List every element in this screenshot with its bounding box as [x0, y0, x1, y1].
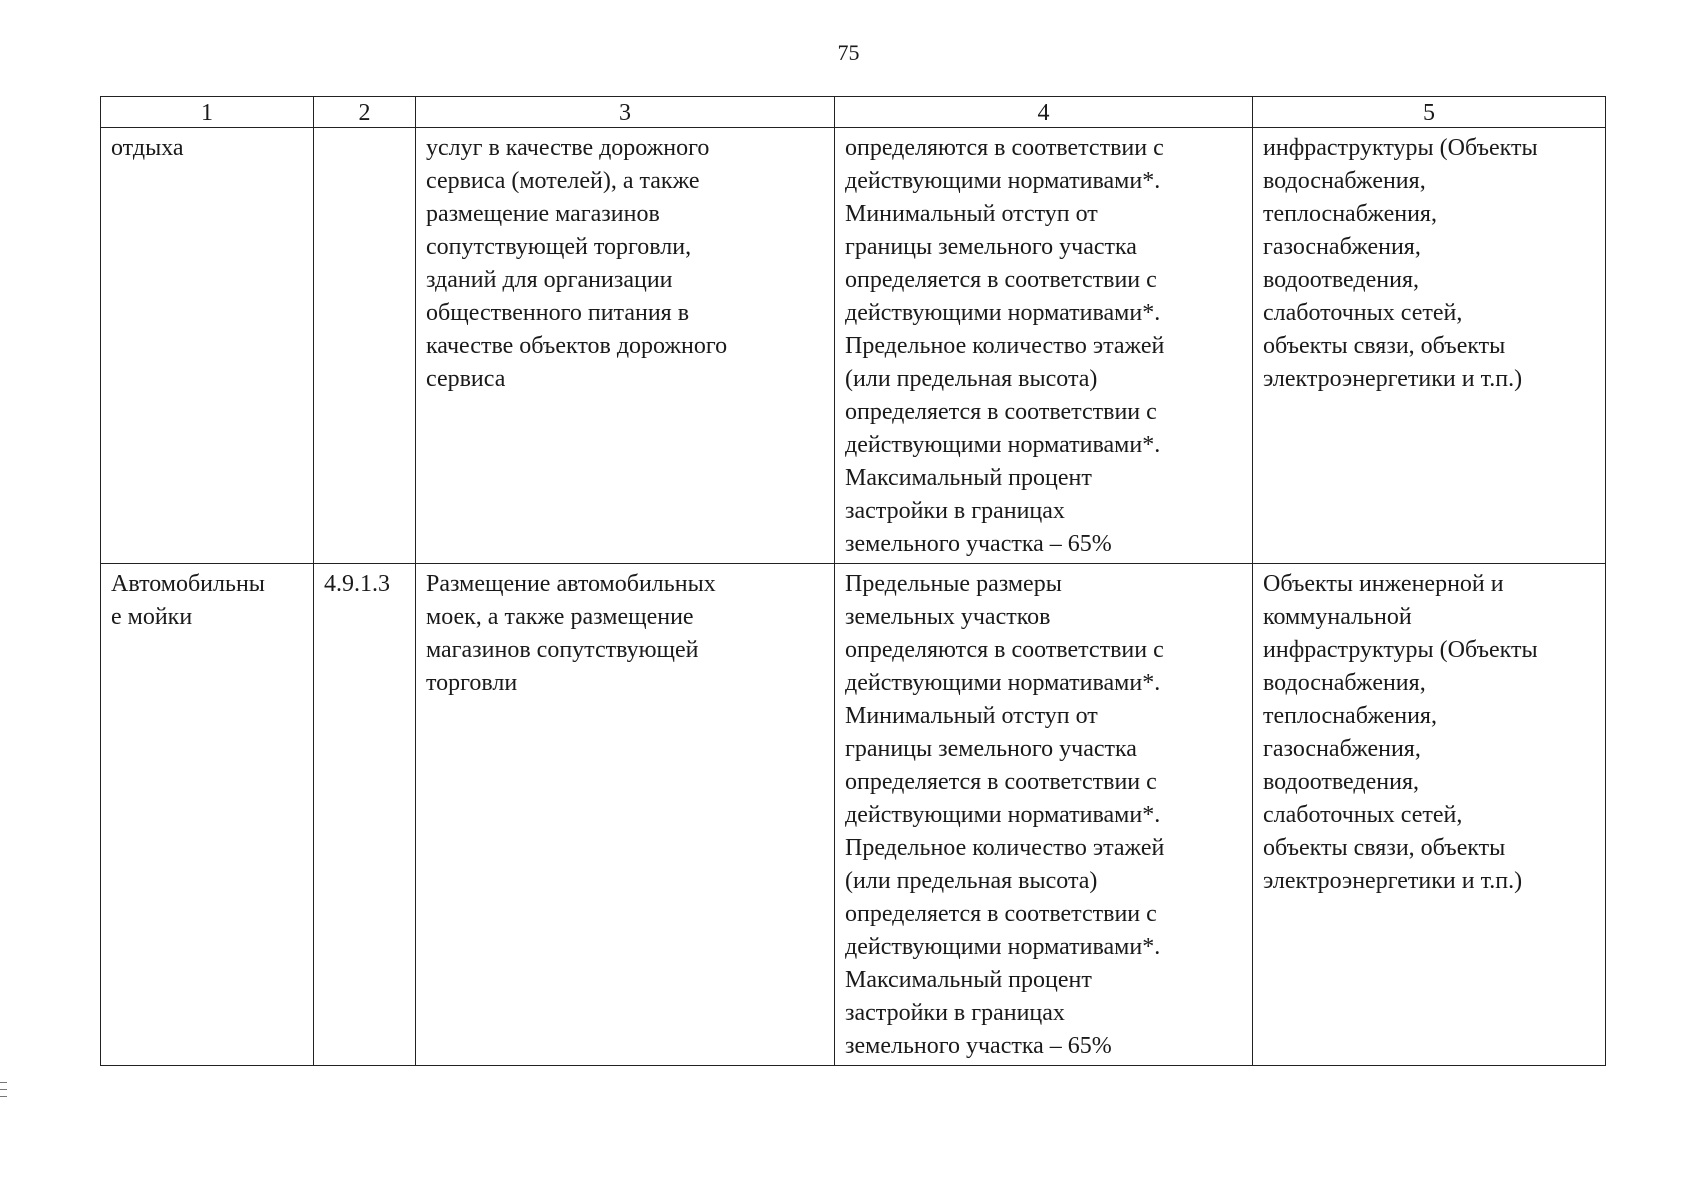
land-use-name-cell — [101, 128, 314, 564]
cell-text-line: водоснабжения, — [1263, 168, 1426, 194]
cell-text-line: действующими нормативами*. — [845, 802, 1161, 828]
column-header: 4 — [835, 97, 1253, 128]
cell-text-line: Объекты инженерной и — [1263, 571, 1504, 597]
cell-text-line: инфраструктуры (Объекты — [1263, 135, 1538, 161]
cell-text-line: электроэнергетики и т.п.) — [1263, 868, 1523, 894]
cell-text-line: сервиса (мотелей), а также — [426, 168, 700, 194]
cell-text-line: действующими нормативами*. — [845, 432, 1161, 458]
cell-text-line: коммунальной — [1263, 604, 1412, 630]
land-use-code-cell — [314, 128, 416, 564]
cell-text-line: объекты связи, объекты — [1263, 835, 1506, 861]
cell-text-line: Предельные размеры — [845, 571, 1062, 597]
land-use-code-cell: 4.9.1.3 — [314, 564, 416, 1066]
cell-text-line: торговли — [426, 670, 518, 696]
cell-text-line: Минимальный отступ от — [845, 201, 1098, 227]
cell-text-line: действующими нормативами*. — [845, 168, 1161, 194]
column-header: 5 — [1253, 97, 1606, 128]
cell-text-line: Предельное количество этажей — [845, 835, 1165, 861]
cell-text-line: размещение магазинов — [426, 201, 660, 227]
column-header: 3 — [416, 97, 835, 128]
cell-text-line: зданий для организации — [426, 267, 673, 293]
cell-text-line: определяется в соответствии с — [845, 901, 1157, 927]
parameters-cell — [835, 564, 1253, 1066]
cell-text-line: моек, а также размещение — [426, 604, 694, 630]
cell-text-line: е мойки — [111, 604, 193, 630]
column-header: 2 — [314, 97, 416, 128]
cell-text-line: слаботочных сетей, — [1263, 300, 1463, 326]
cell-text-line: (или предельная высота) — [845, 366, 1098, 392]
cell-text-line: Размещение автомобильных — [426, 571, 716, 597]
cell-text-line: услуг в качестве дорожного — [426, 135, 710, 161]
cell-text-line: определяются в соответствии с — [845, 637, 1164, 663]
cell-text-line: качестве объектов дорожного — [426, 333, 728, 359]
cell-text-line: Предельное количество этажей — [845, 333, 1165, 359]
cell-text-line: Автомобильны — [111, 571, 265, 597]
table-header-row — [101, 97, 1606, 128]
cell-text-line: Минимальный отступ от — [845, 703, 1098, 729]
cell-text-line: (или предельная высота) — [845, 868, 1098, 894]
parameters-cell — [835, 128, 1253, 564]
cell-text-line: газоснабжения, — [1263, 234, 1421, 260]
cell-text-line: земельного участка – 65% — [845, 1033, 1112, 1059]
cell-text-line: земельных участков — [845, 604, 1051, 630]
land-use-table — [100, 96, 1606, 1066]
cell-text-line: границы земельного участка — [845, 234, 1137, 260]
land-use-name-cell — [101, 564, 314, 1066]
cell-text-line: теплоснабжения, — [1263, 703, 1437, 729]
cell-text-line: земельного участка – 65% — [845, 531, 1112, 557]
land-use-description-cell — [416, 564, 835, 1066]
cell-text-line: магазинов сопутствующей — [426, 637, 699, 663]
page-number: 75 — [837, 40, 860, 65]
cell-text-line: общественного питания в — [426, 300, 690, 326]
cell-text-line: объекты связи, объекты — [1263, 333, 1506, 359]
cell-text-line: определяются в соответствии с — [845, 135, 1164, 161]
cell-text-line: застройки в границах — [845, 498, 1065, 524]
cell-text-line: инфраструктуры (Объекты — [1263, 637, 1538, 663]
cell-text-line: водоснабжения, — [1263, 670, 1426, 696]
margin-mark — [0, 1082, 7, 1102]
land-use-description-cell — [416, 128, 835, 564]
cell-text-line: газоснабжения, — [1263, 736, 1421, 762]
cell-text-line: границы земельного участка — [845, 736, 1137, 762]
cell-text-line: действующими нормативами*. — [845, 670, 1161, 696]
infrastructure-cell — [1253, 564, 1606, 1066]
cell-text-line: определяется в соответствии с — [845, 399, 1157, 425]
cell-text-line: действующими нормативами*. — [845, 934, 1161, 960]
cell-text-line: сопутствующей торговли, — [426, 234, 692, 260]
column-header: 1 — [101, 97, 314, 128]
cell-text-line: отдыха — [111, 135, 184, 161]
infrastructure-cell — [1253, 128, 1606, 564]
cell-text-line: водоотведения, — [1263, 267, 1419, 293]
cell-text-line: определяется в соответствии с — [845, 769, 1157, 795]
cell-text-line: определяется в соответствии с — [845, 267, 1157, 293]
cell-text-line: действующими нормативами*. — [845, 300, 1161, 326]
cell-text-line: сервиса — [426, 366, 506, 392]
table-row — [101, 564, 1606, 1066]
cell-text-line: Максимальный процент — [845, 967, 1092, 993]
cell-text-line: электроэнергетики и т.п.) — [1263, 366, 1523, 392]
cell-text-line: Максимальный процент — [845, 465, 1092, 491]
cell-text-line: слаботочных сетей, — [1263, 802, 1463, 828]
cell-text-line: застройки в границах — [845, 1000, 1065, 1026]
cell-text-line: водоотведения, — [1263, 769, 1419, 795]
table-row — [101, 128, 1606, 564]
cell-text-line: теплоснабжения, — [1263, 201, 1437, 227]
